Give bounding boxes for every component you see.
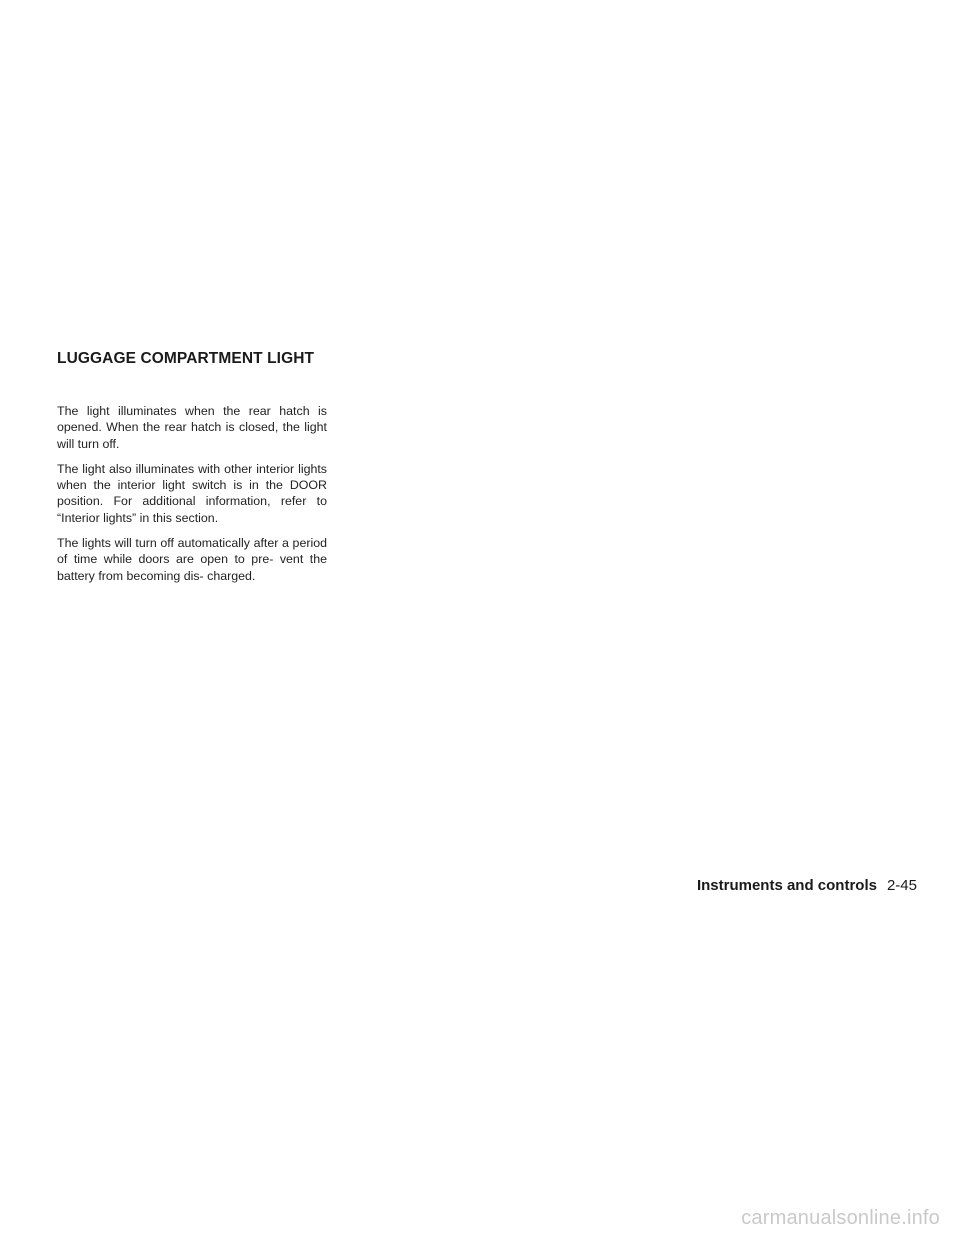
page-number: 2-45: [886, 877, 917, 894]
paragraph-3: The lights will turn off automatically after a period of time while doors are open to pre- vent the battery from becoming dis- charged.: [57, 536, 327, 583]
watermark: carmanualsonline.info: [741, 1207, 940, 1229]
paragraph-2: The light also illuminates with other interior lights when the interior light switch is in the DOOR position. For additional information, refer to “Interior lights” in this section.: [57, 461, 327, 525]
page-footer: [697, 877, 917, 894]
chapter-title: Instruments and controls: [696, 877, 877, 894]
paragraph-1: The light illuminates when the rear hatch is opened. When the rear hatch is closed, the light will turn off.: [57, 404, 327, 451]
section-heading: LUGGAGE COMPARTMENT LIGHT: [57, 350, 315, 367]
text-column: [57, 403, 327, 593]
